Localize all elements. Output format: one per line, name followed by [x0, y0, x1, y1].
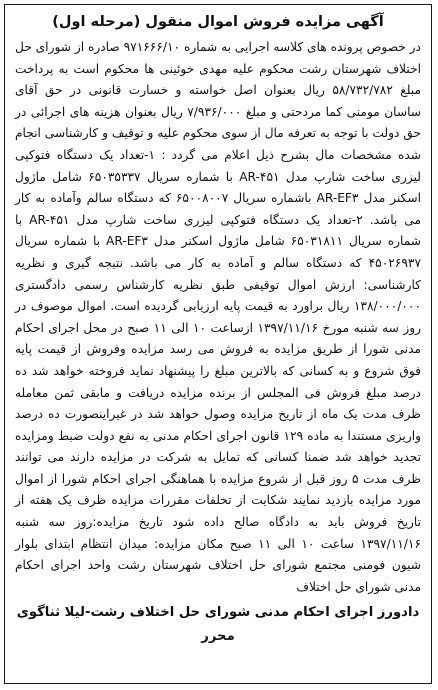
- notice-title: آگهی مزایده فروش اموال منقول (مرحله اول): [52, 14, 384, 30]
- notice-body: در خصوص پرونده های کلاسه اجرایی به شماره ۹۷۱۶۶۶/۱۰ صادره از شورای حل اختلاف شهرستان رشت محکوم علیه مهدی خوئینی ها محکوم است به پرداخت مبلغ ۵۸/۷۳۲/۷۸۲ ریال بعنوان اصل خواسته و خسارت قانونی در حق آقای ساسان مومنی کما مردحتی و مبلغ ۷/۹۳۶/۰۰۰ ریال بعنوان هزینه های اجرائی در حق دولت با توجه به تعرفه مال از سوی محکوم علیه و توقیف و کارشناسی انجام شده مشخصات مال بشرح ذیل اعلام می گردد : ۱-تعداد یک دستگاه فتوکپی لیزری ساخت شارپ مدل AR-۴۵۱ با شماره سریال ۶۵۰۳۵۳۳۷ شامل ماژول اسکنر مدل AR-EF۳ باشماره سریال ۶۵۰۰۸۰۰۷ که دستگاه سالم وآماده به کار می باشد. ۲-تعداد یک دستگاه فتوکپی لیزری ساخت شارپ مدل AR-۴۵۱ با شماره سریال ۶۵۰۳۱۸۱۱ شامل ماژول اسکنر مدل AR-EF۳ با شماره سریال ۴۵۰۲۶۹۳۷ که دستگاه سالم و آماده به کار می باشد. نتیجه گیری و نظریه کارشناسی: ارزش اموال توقیفی طبق نظریه کارشناس رسمی دادگستری ۱۳۸/۰۰۰/۰۰۰ ریال براورد به قیمت پایه ارزیابی گردیده است. اموال موصوف در روز سه شنبه مورخ ۱۳۹۷/۱۱/۱۶ ازساعت ۱۰ الی ۱۱ صبح در محل اجرای احکام مدنی شورا از طریق مزایده به فروش می رسد مزایده وفروش از قیمت پایه فوق شروع و به کسانی که بالاترین مبلغ را پیشنهاد نماید فروخته خواهد شد ده درصد مبلغ فروش فی المجلس از برنده مزایده دریافت و مابقی ثمن معامله ظرف مدت یک ماه از تاریخ مزایده وصول خواهد شد در غیراینصورت ده درصد واریزی مستندا به ماده ۱۲۹ قانون اجرای احکام مدنی به نفع دولت ضبط ومزایده تجدید خواهد شد ضمنا کسانی که تمایل به شرکت در مزایده دارند می توانند ظرف مدت ۵ روز قبل از شروع مزایده با هماهنگی اجرای احکام شورا از اموال مورد مزایده بازدید نمایند شکایت از تخلفات مقررات مزایده ظرف یک هفته از تاریخ فروش باید به دادگاه صالح داده شود تاریخ مزایده:روز سه شنبه ۱۳۹۷/۱۱/۱۶ ساعت ۱۰ الی ۱۱ صبح مکان مزایده: میدان انتظام ابتدای بلوار شیون فومنی مجتمع شورای حل اختلاف شهرستان رشت واحد اجرای احکام مدنی شورای حل اختلاف: [15, 40, 422, 594]
- notice-signature: دادورز اجرای احکام مدنی شورای حل اختلاف رشت-لیلا ثناگوی محرر: [16, 605, 420, 645]
- auction-notice: [4, 4, 432, 684]
